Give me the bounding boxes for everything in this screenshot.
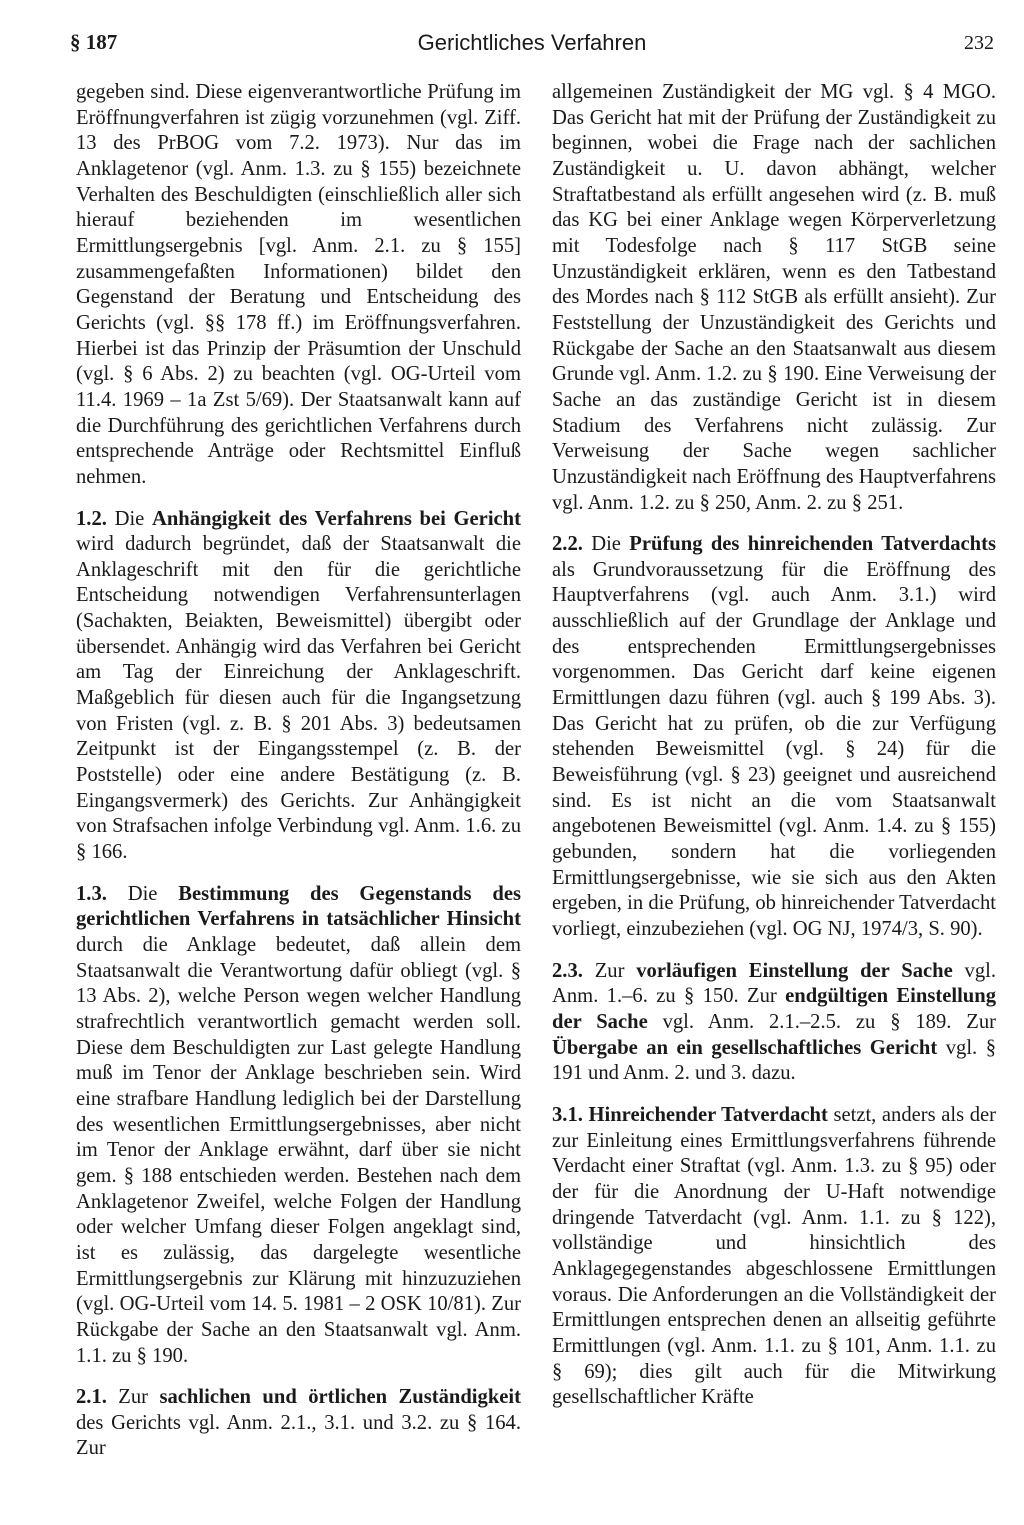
paragraph-text: gegeben sind. Diese eigenverantwortliche Prüfung im Eröffnungverfahren ist zügig vorzunehmen (vgl. Ziff. 13 des PrBOG vom 7.2. 1973). Nur das im Anklagetenor (vgl. Anm. 1.3. zu § 155) bezeichnete Verhalten des Beschuldigten (einschließlich aller sich hierauf beziehenden im wesentlichen Ermittlungsergebnis [vgl. Anm. 2.1. zu § 155] zusammengefaßten Informationen) bildet den Gegenstand der Beratung und Entscheidung des Gerichts (vgl. §§ 178 ff.) im Eröffnungsverfahren. Hierbei ist das Prinzip der Präsumtion der Unschuld (vgl. § 6 Abs. 2) zu beachten (vgl. OG-Urteil vom 11.4. 1969 – 1a Zst 5/69). Der Staatsanwalt kann auf die Durchführung des gerichtlichen Verfahrens durch entsprechende Anträge oder Rechtsmittel Einfluß nehmen. (76, 81, 521, 488)
paragraph-text: vgl. § 191 und Anm. 2. und 3. dazu. (552, 1036, 996, 1085)
paragraph-text: wird dadurch begründet, daß der Staatsanwalt die Anklageschrift mit den für die gerichtliche Entscheidung notwendigen Verfahrensunterlagen (Sachakten, Beiakten, Beweismittel) übergibt oder übersendet. Anhängig wird das Verfahren bei Gericht am Tag der Einreichung der Anklageschrift. Maßgeblich für diesen auch für die Ingangsetzung von Fristen (vgl. z. B. § 201 Abs. 3) bedeutsamen Zeitpunkt ist der Eingangsstempel (z. B. der Poststelle) oder eine andere Bestätigung (z. B. Eingangsvermerk) des Gerichts. Zur Anhängigkeit von Strafsachen infolge Verbindung vgl. Anm. 1.6. zu § 166. (76, 533, 521, 864)
paragraph (552, 532, 996, 943)
paragraph-text: durch die Anklage bedeutet, daß allein dem Staatsanwalt die Verantwortung dafür obliegt (vgl. § 13 Abs. 2), welche Person wegen welcher Handlung strafrechtlich verantwortlich gemacht werden soll. Diese dem Beschuldigten zur Last gelegte Handlung muß im Tenor der Anklage beschrieben sein. Wird eine strafbare Handlung lediglich bei der Darstellung des wesentlichen Ermittlungsergebnisses, aber nicht im Tenor der Anklage erwähnt, darf über sie nicht gem. § 188 entschieden werden. Bestehen nach dem Anklagetenor Zweifel, welche Folgen der Handlung oder welcher Umfang dieser Folgen angeklagt sind, ist es zulässig, das dargelegte wesentliche Ermittlungsergebnis zur Klärung mit hinzuzuziehen (vgl. OG-Urteil vom 14. 5. 1981 – 2 OSK 10/81). Zur Rückgabe der Sache an den Staatsanwalt vgl. Anm. 1.1. zu § 190. (76, 934, 521, 1367)
paragraph-text: Zur (106, 1386, 160, 1409)
paragraph (552, 80, 996, 516)
bold-term: Hinreichender Tatverdacht (588, 1103, 828, 1126)
paragraph-number: 2.1. (76, 1386, 107, 1409)
paragraph (552, 959, 996, 1087)
paragraph-text: Zur (582, 959, 637, 982)
paragraph (76, 80, 521, 491)
bold-term: Übergabe an ein gesellschaftliches Gericht (552, 1036, 938, 1059)
paragraph (76, 507, 521, 866)
right-column (552, 80, 996, 1411)
bold-term: sachlichen und örtlichen Zuständigkeit (159, 1386, 521, 1409)
left-column (76, 80, 521, 1462)
paragraph-number: 2.3. (552, 959, 583, 982)
page-header (70, 30, 994, 62)
paragraph (76, 1385, 521, 1462)
paragraph-number: 1.3. (76, 882, 107, 905)
paragraph-text: setzt, anders als der zur Einleitung eines Ermittlungsverfahrens führende Verdacht einer Straftat (vgl. Anm. 1.3. zu § 95) oder der für die Anordnung der U-Haft notwendige dringende Tatverdacht (vgl. Anm. 1.1. zu § 122), vollständige und hinsichtlich des Anklagegegenstandes abgeschlossene Ermittlungen voraus. Die Anforderungen an die Vollständigkeit der Ermittlungen entsprechen denen an allseitig geführte Ermittlungen (vgl. Anm. 1.1. zu § 101, Anm. 1.1. zu § 69); dies gilt auch für die Mitwirkung gesellschaftlicher Kräfte (552, 1103, 996, 1409)
paragraph-text: Die (106, 507, 152, 530)
paragraph-number: 1.2. (76, 507, 107, 530)
paragraph (552, 1103, 996, 1411)
running-title: Gerichtliches Verfahren (417, 30, 647, 55)
paragraph-text: allgemeinen Zuständigkeit der MG vgl. § 4 MGO. Das Gericht hat mit der Prüfung der Zuständigkeit zu beginnen, wobei die Frage nach der sachlichen Zuständigkeit u. U. davon abhängt, welcher Straftatbestand als erfüllt angesehen wird (z. B. muß das KG bei einer Anklage wegen Körperverletzung mit Todesfolge nach § 117 StGB seine Unzuständigkeit erklären, wenn es den Tatbestand des Mordes nach § 112 StGB als erfüllt ansieht). Zur Feststellung der Unzuständigkeit des Gerichts und Rückgabe der Sache an den Staatsanwalt aus diesem Grunde vgl. Anm. 1.2. zu § 190. Eine Verweisung der Sache an das zuständige Gericht ist in diesem Stadium des Verfahrens nicht zulässig. Zur Verweisung der Sache wegen sachlicher Unzuständigkeit nach Eröffnung des Hauptverfahrens vgl. Anm. 1.2. zu § 250, Anm. 2. zu § 251. (552, 81, 996, 514)
paragraph (76, 882, 521, 1369)
paragraph-text: des Gerichts vgl. Anm. 2.1., 3.1. und 3.2. zu § 164. Zur (76, 1411, 521, 1460)
paragraph-text: als Grundvoraussetzung für die Eröffnung des Hauptverfahrens (vgl. auch Anm. 3.1.) wird ausschließlich auf der Grundlage der Anklage und des entsprechenden Ermittlungsergebnisses vorgenommen. Das Gericht darf keine eigenen Ermittlungen dazu führen (vgl. auch § 199 Abs. 3). Das Gericht hat zu prüfen, ob die zur Verfügung stehenden Beweismittel (vgl. § 24) für die Beweisführung (vgl. § 23) geeignet und ausreichend sind. Es ist nicht an die vom Staatsanwalt angebotenen Beweismittel (vgl. Anm. 1.4. zu § 155) gebunden, sondern hat die vorliegenden Ermittlungsergebnisse, wie sie sich aus den Akten ergeben, in die Prüfung, ob hinreichender Tatverdacht vorliegt, einzubeziehen (vgl. OG NJ, 1974/3, S. 90). (552, 558, 996, 940)
bold-term: Anhängigkeit des Verfahrens bei Gericht (151, 507, 521, 530)
paragraph-number: 2.2. (552, 533, 583, 556)
paragraph-text: vgl. Anm. 1.–6. zu § 150. Zur (552, 959, 996, 1008)
bold-term: endgültigen Einstellung der Sache (552, 985, 996, 1033)
page-number: 232 (964, 32, 994, 54)
bold-term: Prüfung des hinreichenden Tatverdachts (629, 533, 997, 556)
bold-term: Bestimmung des Gegenstands des gerichtlichen Verfahrens in tatsächlicher Hinsicht (76, 882, 521, 931)
section-number: § 187 (70, 30, 118, 54)
paragraph-text: vgl. Anm. 2.1.–2.5. zu § 189. Zur (647, 1010, 996, 1033)
bold-term: vorläufigen Einstellung der Sache (636, 959, 953, 982)
paragraph-number: 3.1. (552, 1103, 583, 1126)
paragraph-text: Die (106, 882, 179, 905)
paragraph-text: Die (582, 533, 630, 556)
